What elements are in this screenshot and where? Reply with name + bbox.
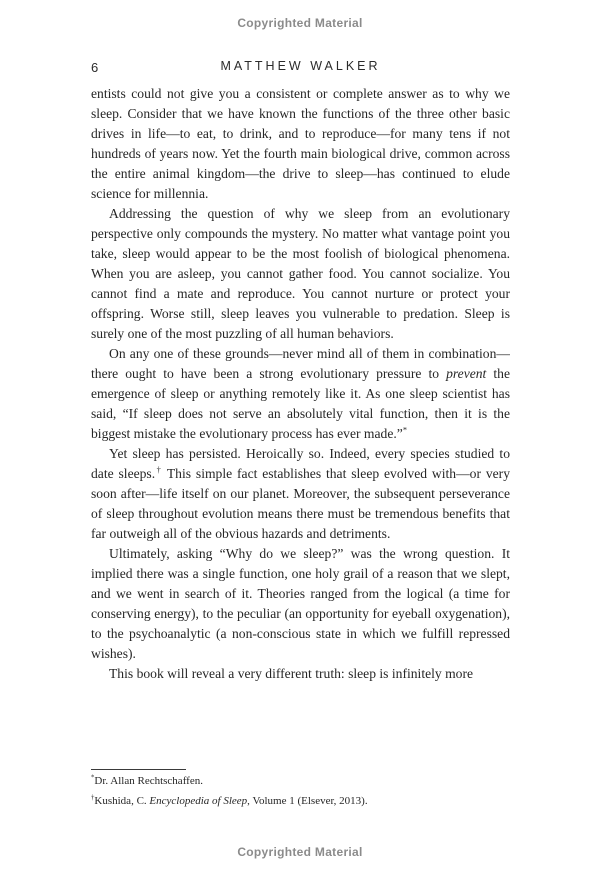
text-segment: prevent (446, 366, 487, 381)
paragraph (91, 84, 510, 204)
paragraph (91, 204, 510, 344)
paragraph (91, 344, 510, 444)
footnote-marker: * (402, 424, 408, 435)
text-segment: Yet sleep has persisted. Heroically so. Indeed, every species studied to date sleeps. (91, 446, 510, 481)
text-segment: On any one of these grounds—never mind all of them in combination—there ought to have been a strong evolutionary pressure to (91, 346, 510, 381)
text-segment: This simple fact establishes that sleep evolved with—or very soon after—life itself on our planet. Moreover, the subsequent perseverance of sleep throughout evolution means there must be tremendous benefits that far outweigh all of the obvious hazards and detriments. (91, 466, 510, 541)
footnote-marker: * (91, 774, 95, 782)
page-number: 6 (91, 60, 100, 75)
paragraph (91, 444, 510, 544)
text-segment: , Volume 1 (Elsever, 2013). (247, 794, 368, 807)
paragraph (91, 664, 510, 684)
text-segment: This book will reveal a very different truth: sleep is infinitely more (109, 666, 474, 681)
running-header-author: MATTHEW WALKER (220, 59, 381, 73)
page-header (91, 59, 510, 75)
footnote-separator (91, 769, 186, 770)
copyright-notice-top: Copyrighted Material (237, 16, 363, 30)
text-segment: the emergence of sleep or anything remotely like it. As one sleep scientist has said, “If sleep does not serve an absolutely vital function, then it is the biggest mistake the evolutionary process has ever made.” (91, 366, 510, 441)
text-segment: Kushida, C. (94, 794, 150, 807)
text-segment: entists could not give you a consistent or complete answer as to why we sleep. Consider that we have known the functions of the three other basic drives in life—to eat, to drink, and to reproduce—for many tens if not hundreds of years now. Yet the fourth main biological drive, common across the entire animal kingdom—the drive to sleep—has continued to elude science for millennia. (91, 86, 510, 201)
text-segment: Addressing the question of why we sleep from an evolutionary perspective only compounds the mystery. No matter what vantage point you take, sleep would appear to be the most foolish of biological phenomena. When you are asleep, you cannot gather food. You cannot socialize. You cannot find a mate and reproduce. You cannot nurture or protect your offspring. Worse still, sleep leaves you vulnerable to predation. Sleep is surely one of the most puzzling of all human behaviors. (91, 206, 510, 341)
footnote-marker: † (91, 793, 95, 801)
text-segment: Encyclopedia of Sleep (149, 794, 248, 807)
paragraph (91, 772, 510, 792)
footnotes (91, 772, 510, 811)
paragraph (91, 792, 510, 812)
text-segment: Dr. Allan Rechtschaffen. (94, 775, 203, 787)
footnote-marker: † (155, 464, 163, 475)
body-text (91, 84, 510, 760)
copyright-notice-bottom: Copyrighted Material (237, 845, 363, 859)
text-segment: Ultimately, asking “Why do we sleep?” was the wrong question. It implied there was a single function, one holy grail of a reason that we slept, and we went in search of it. Theories ranged from the logical (a time for conserving energy), to the peculiar (an opportunity for eyeball oxygenation), to the psychoanalytic (a non-conscious state in which we fulfill repressed wishes). (91, 546, 510, 661)
paragraph (91, 544, 510, 664)
